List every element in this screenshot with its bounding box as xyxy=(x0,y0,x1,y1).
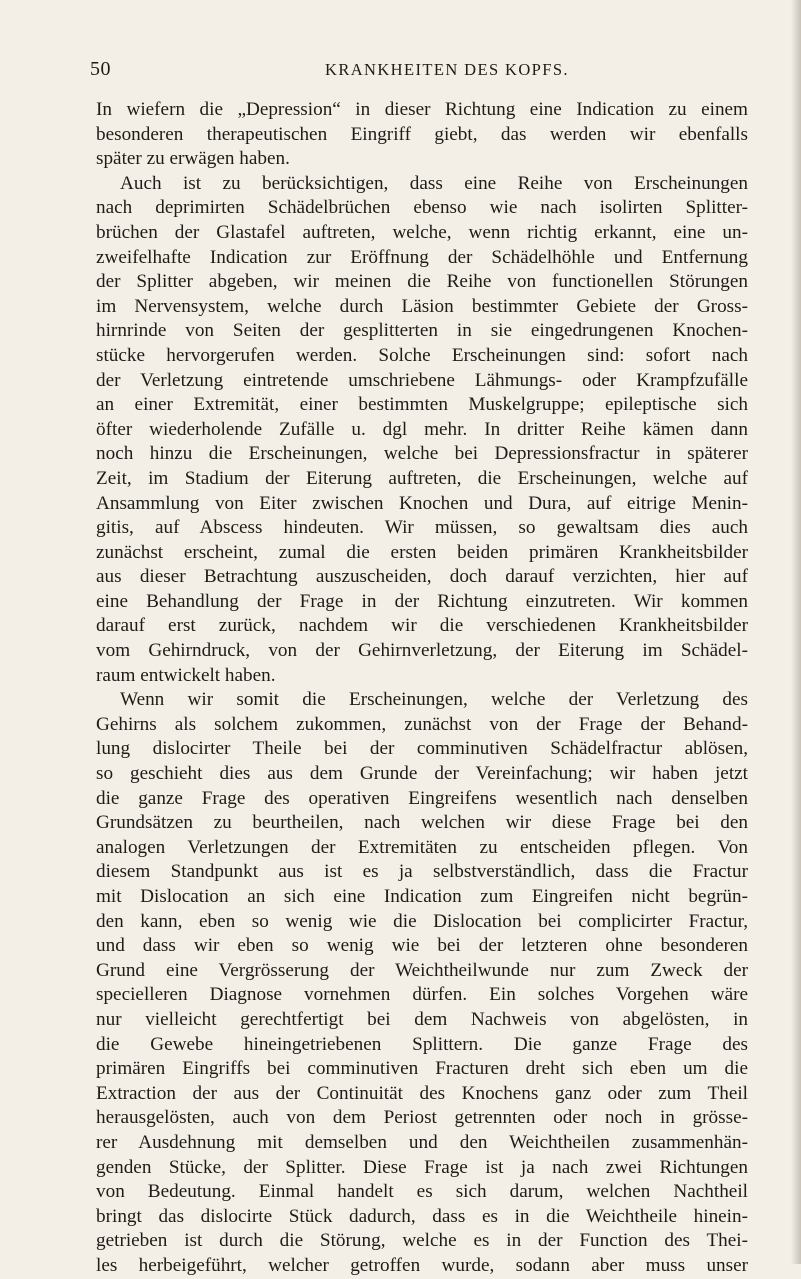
text-line: hirnrinde von Seiten der gesplitterten in sie eingedrungenen Knochen- xyxy=(96,320,748,342)
text-line: brüchen der Glastafel auftreten, welche, wenn richtig erkannt, eine un- xyxy=(96,221,748,243)
text-line: an einer Extremität, einer bestimmten Muskelgruppe; epileptische sich xyxy=(96,394,748,416)
text-line: von Bedeutung. Einmal handelt es sich darum, welchen Nachtheil xyxy=(96,1181,748,1203)
text-line: der Verletzung eintretende umschriebene Lähmungs- oder Krampfzufälle xyxy=(96,369,748,391)
text-line: und dass wir eben so wenig wie bei der letzteren ohne besonderen xyxy=(96,935,748,957)
text-line: rer Ausdehnung mit demselben und den Weichtheilen zusammenhän- xyxy=(96,1131,748,1153)
text-line: stücke hervorgerufen werden. Solche Erscheinungen sind: sofort nach xyxy=(96,344,748,366)
text-line: später zu erwägen haben. xyxy=(96,148,290,170)
text-line: analogen Verletzungen der Extremitäten zu entscheiden pflegen. Von xyxy=(96,836,748,858)
text-line: lung dislocirter Theile bei der comminutiven Schädelfractur ablösen, xyxy=(96,738,748,760)
text-line: Grund eine Vergrösserung der Weichtheilwunde nur zum Zweck der xyxy=(96,959,748,981)
text-line: Grundsätzen zu beurtheilen, nach welchen wir diese Frage bei den xyxy=(96,812,748,834)
text-line: Gehirns als solchem zukommen, zunächst von der Frage der Behand- xyxy=(96,713,748,735)
text-line: Zeit, im Stadium der Eiterung auftreten, die Erscheinungen, welche auf xyxy=(96,467,748,489)
text-line: so geschieht dies aus dem Grunde der Vereinfachung; wir haben jetzt xyxy=(96,763,748,785)
text-line: eine Behandlung der Frage in der Richtung einzutreten. Wir kommen xyxy=(96,590,748,612)
text-line: diesem Standpunkt aus ist es ja selbstverständlich, dass die Fractur xyxy=(96,861,748,883)
text-line: noch hinzu die Erscheinungen, welche bei Depressionsfractur in späterer xyxy=(96,443,748,465)
running-head: KRANKHEITEN DES KOPFS. xyxy=(325,60,569,79)
text-line: getrieben ist durch die Störung, welche es in der Function des Thei- xyxy=(96,1230,748,1252)
page-header xyxy=(90,58,740,86)
text-line: darauf erst zurück, nachdem wir die verschiedenen Krankheitsbilder xyxy=(96,615,748,637)
text-line: specielleren Diagnose vornehmen dürfen. Ein solches Vorgehen wäre xyxy=(96,984,748,1006)
text-line: öfter wiederholende Zufälle u. dgl mehr. In dritter Reihe kämen dann xyxy=(96,418,748,440)
text-line: der Splitter abgeben, wir meinen die Reihe von functionellen Störungen xyxy=(96,271,748,293)
text-line: mit Dislocation an sich eine Indication zum Eingreifen nicht begrün- xyxy=(96,886,748,907)
page-number: 50 xyxy=(90,58,111,80)
text-line: Auch ist zu berücksichtigen, dass eine Reihe von Erscheinungen xyxy=(120,172,748,194)
text-line: zunächst erscheint, zumal die ersten beiden primären Krankheitsbilder xyxy=(96,541,748,563)
page-edge-shadow xyxy=(791,0,801,1264)
text-line: aus dieser Betrachtung auszuscheiden, doch darauf verzichten, hier auf xyxy=(96,566,748,588)
text-line: gitis, auf Abscess hindeuten. Wir müssen, so gewaltsam dies auch xyxy=(96,517,748,539)
text-line: nur vielleicht gerechtfertigt bei dem Nachweis von abgelösten, in xyxy=(96,1008,748,1030)
text-line: nach deprimirten Schädelbrüchen ebenso wie nach isolirten Splitter- xyxy=(96,197,748,219)
text-line: Ansammlung von Eiter zwischen Knochen und Dura, auf eitrige Menin- xyxy=(96,492,748,514)
text-line: genden Stücke, der Splitter. Diese Frage ist ja nach zwei Richtungen xyxy=(96,1156,748,1178)
text-line: den kann, eben so wenig wie die Dislocation bei complicirter Fractur, xyxy=(96,910,748,932)
text-line: zweifelhafte Indication zur Eröffnung der Schädelhöhle und Entfernung xyxy=(96,246,748,268)
text-line: bringt das dislocirte Stück dadurch, dass es in die Weichtheile hinein- xyxy=(96,1205,748,1227)
text-line: primären Eingriffs bei comminutiven Fracturen dreht sich eben um die xyxy=(96,1058,748,1080)
text-line: herausgelösten, auch von dem Periost getrennten oder noch in grösse- xyxy=(96,1107,748,1129)
text-line: die ganze Frage des operativen Eingreifens wesentlich nach denselben xyxy=(96,787,748,809)
text-line: In wiefern die „Depression“ in dieser Richtung eine Indication zu einem xyxy=(96,99,748,120)
text-line: im Nervensystem, welche durch Läsion bestimmter Gebiete der Gross- xyxy=(96,295,748,317)
text-line: vom Gehirndruck, von der Gehirnverletzung, der Eiterung im Schädel- xyxy=(96,640,748,662)
text-line: les herbeigeführt, welcher getroffen wurde, sodann aber muss unser xyxy=(96,1254,748,1276)
text-line: besonderen therapeutischen Eingriff giebt, das werden wir ebenfalls xyxy=(96,123,748,145)
body-text xyxy=(96,98,748,1279)
text-line: Extraction der aus der Continuität des Knochens ganz oder zum Theil xyxy=(96,1082,748,1104)
text-line: Wenn wir somit die Erscheinungen, welche der Verletzung des xyxy=(120,689,748,711)
text-line: raum entwickelt haben. xyxy=(96,664,276,686)
text-line: die Gewebe hineingetriebenen Splittern. Die ganze Frage des xyxy=(96,1033,748,1055)
